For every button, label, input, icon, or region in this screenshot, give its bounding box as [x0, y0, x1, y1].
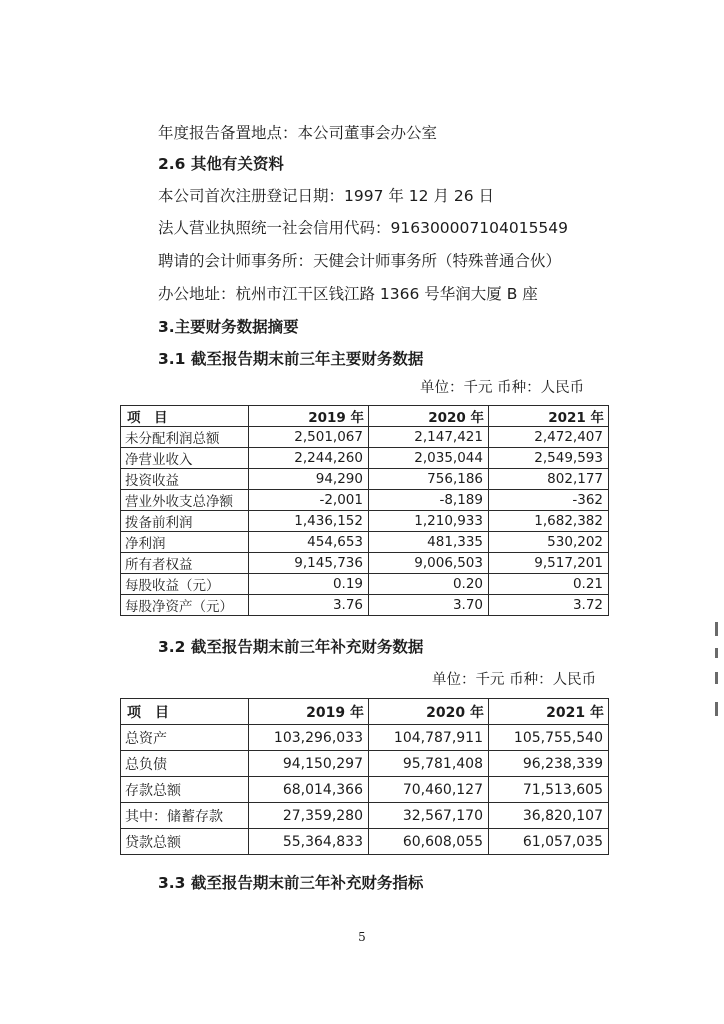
table-row — [121, 553, 609, 574]
value-cell: 1,436,152 — [249, 511, 369, 532]
header-year-2020: 2020 年 — [369, 699, 489, 725]
value-cell: 802,177 — [489, 469, 609, 490]
table-row — [121, 427, 609, 448]
header-year-2021: 2021 年 — [489, 406, 609, 427]
row-label-cell: 总资产 — [121, 725, 249, 751]
row-label-cell: 净营业收入 — [121, 448, 249, 469]
value-cell: 481,335 — [369, 532, 489, 553]
scan-edge-mark — [715, 702, 718, 716]
value-cell: 1,210,933 — [369, 511, 489, 532]
value-cell: 68,014,366 — [249, 777, 369, 803]
header-year-2021: 2021 年 — [489, 699, 609, 725]
value-cell: -362 — [489, 490, 609, 511]
value-cell: 105,755,540 — [489, 725, 609, 751]
supplementary-financial-data-table — [120, 698, 609, 855]
section-3-3-heading: 3.3 截至报告期末前三年补充财务指标 — [158, 874, 424, 892]
value-cell: 2,035,044 — [369, 448, 489, 469]
value-cell: 2,147,421 — [369, 427, 489, 448]
table-row — [121, 448, 609, 469]
value-cell: 1,682,382 — [489, 511, 609, 532]
row-label-cell: 每股收益（元） — [121, 574, 249, 595]
table-header-row — [121, 406, 609, 427]
registration-date-line: 本公司首次注册登记日期：1997 年 12 月 26 日 — [158, 187, 495, 205]
scan-edge-mark — [715, 622, 718, 636]
table-header-row — [121, 699, 609, 725]
table-row — [121, 490, 609, 511]
value-cell: 94,290 — [249, 469, 369, 490]
table1-unit-note: 单位：千元 币种：人民币 — [420, 380, 585, 396]
row-label-cell: 投资收益 — [121, 469, 249, 490]
table-row — [121, 511, 609, 532]
row-label-cell: 营业外收支总净额 — [121, 490, 249, 511]
value-cell: -8,189 — [369, 490, 489, 511]
table-row — [121, 829, 609, 855]
row-label-cell: 总负债 — [121, 751, 249, 777]
table-row — [121, 777, 609, 803]
value-cell: 95,781,408 — [369, 751, 489, 777]
value-cell: 94,150,297 — [249, 751, 369, 777]
value-cell: 0.20 — [369, 574, 489, 595]
main-financial-data-table — [120, 405, 609, 616]
value-cell: 3.70 — [369, 595, 489, 616]
row-label-cell: 每股净资产（元） — [121, 595, 249, 616]
header-year-2020: 2020 年 — [369, 406, 489, 427]
office-address-line: 办公地址：杭州市江干区钱江路 1366 号华润大厦 B 座 — [158, 285, 538, 303]
accounting-firm-line: 聘请的会计师事务所：天健会计师事务所（特殊普通合伙） — [158, 252, 562, 270]
value-cell: 2,244,260 — [249, 448, 369, 469]
value-cell: 0.21 — [489, 574, 609, 595]
table-row — [121, 751, 609, 777]
value-cell: 530,202 — [489, 532, 609, 553]
value-cell: 103,296,033 — [249, 725, 369, 751]
row-label-cell: 拨备前利润 — [121, 511, 249, 532]
value-cell: 96,238,339 — [489, 751, 609, 777]
value-cell: 61,057,035 — [489, 829, 609, 855]
value-cell: 32,567,170 — [369, 803, 489, 829]
scan-edge-mark — [715, 648, 718, 658]
row-label-cell: 净利润 — [121, 532, 249, 553]
scan-edge-mark — [715, 672, 718, 684]
table-row — [121, 725, 609, 751]
value-cell: 9,517,201 — [489, 553, 609, 574]
value-cell: 3.76 — [249, 595, 369, 616]
table-row — [121, 803, 609, 829]
table2-unit-note: 单位：千元 币种：人民币 — [432, 672, 597, 688]
table-row — [121, 595, 609, 616]
value-cell: 2,501,067 — [249, 427, 369, 448]
value-cell: 3.72 — [489, 595, 609, 616]
row-label-cell: 存款总额 — [121, 777, 249, 803]
value-cell: 756,186 — [369, 469, 489, 490]
value-cell: 454,653 — [249, 532, 369, 553]
value-cell: 9,145,736 — [249, 553, 369, 574]
table-row — [121, 574, 609, 595]
value-cell: 2,472,407 — [489, 427, 609, 448]
value-cell: 2,549,593 — [489, 448, 609, 469]
row-label-cell: 其中：储蓄存款 — [121, 803, 249, 829]
value-cell: 27,359,280 — [249, 803, 369, 829]
value-cell: 70,460,127 — [369, 777, 489, 803]
value-cell: 71,513,605 — [489, 777, 609, 803]
section-3-1-heading: 3.1 截至报告期末前三年主要财务数据 — [158, 350, 424, 368]
header-item: 项 目 — [121, 406, 249, 427]
value-cell: 104,787,911 — [369, 725, 489, 751]
value-cell: 36,820,107 — [489, 803, 609, 829]
row-label-cell: 所有者权益 — [121, 553, 249, 574]
page-number: 5 — [358, 930, 366, 944]
value-cell: 60,608,055 — [369, 829, 489, 855]
value-cell: 0.19 — [249, 574, 369, 595]
value-cell: 55,364,833 — [249, 829, 369, 855]
filing-location-line: 年度报告备置地点：本公司董事会办公室 — [158, 124, 438, 142]
table-row — [121, 469, 609, 490]
row-label-cell: 未分配利润总额 — [121, 427, 249, 448]
section-3-heading: 3.主要财务数据摘要 — [158, 318, 299, 336]
value-cell: 9,006,503 — [369, 553, 489, 574]
section-3-2-heading: 3.2 截至报告期末前三年补充财务数据 — [158, 638, 424, 656]
header-item: 项 目 — [121, 699, 249, 725]
credit-code-line: 法人营业执照统一社会信用代码：916300007104015549 — [158, 219, 569, 237]
header-year-2019: 2019 年 — [249, 406, 369, 427]
table-row — [121, 532, 609, 553]
header-year-2019: 2019 年 — [249, 699, 369, 725]
row-label-cell: 贷款总额 — [121, 829, 249, 855]
value-cell: -2,001 — [249, 490, 369, 511]
section-2-6-heading: 2.6 其他有关资料 — [158, 155, 284, 173]
